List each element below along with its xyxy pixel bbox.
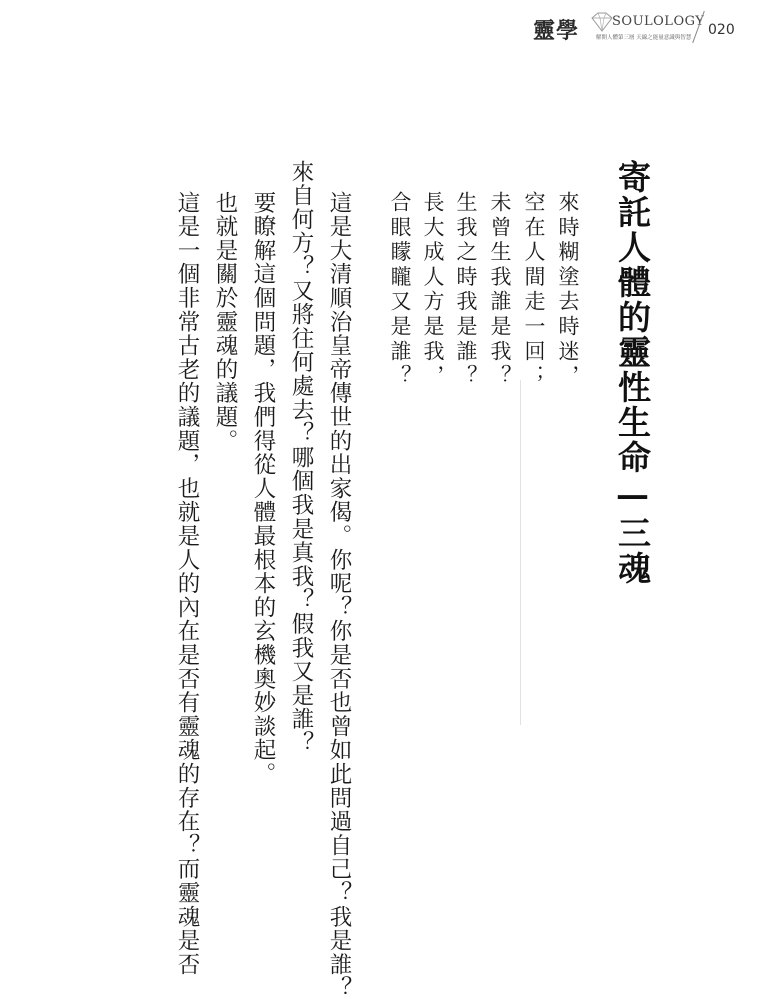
poem-line: 空在人間走一回； (522, 191, 546, 390)
brand-title-en: SOULOLOGY (612, 14, 705, 29)
body-paragraph-line: 這是大清順治皇帝傳世的出家偈。你呢？你是否也曾如此問過自己？我是誰？ (326, 191, 352, 1000)
poem-line: 生我之時我是誰？ (454, 191, 478, 390)
column-guide-line (520, 380, 521, 725)
body-paragraph-line: 要瞭解這個問題，我們得從人體最根本的玄機奧妙談起。 (250, 191, 276, 786)
brand-subtitle: 解開人體第三層 天線之能量意識與智慧 (596, 35, 692, 41)
brand-title-cn: 靈學 (533, 19, 580, 44)
body-paragraph-line: 這是一個非常古老的議題，也就是人的內在是否有靈魂的存在？而靈魂是否 (174, 191, 200, 977)
poem-line: 合眼矇矓又是誰？ (388, 191, 412, 390)
body-paragraph-line: 來自何方？又將往何處去？哪個我是真我？假我又是誰？ (288, 160, 314, 755)
page-header (0, 0, 768, 60)
body-paragraph-line: 也就是關於靈魂的議題。 (212, 191, 238, 453)
poem-line: 長大成人方是我， (421, 191, 445, 390)
chapter-title: 寄託人體的靈性生命—三魂 (613, 160, 652, 586)
poem-line: 來時糊塗去時迷， (556, 191, 580, 390)
poem-line: 未曾生我誰是我？ (488, 191, 512, 390)
page-number: 020 (708, 22, 735, 38)
